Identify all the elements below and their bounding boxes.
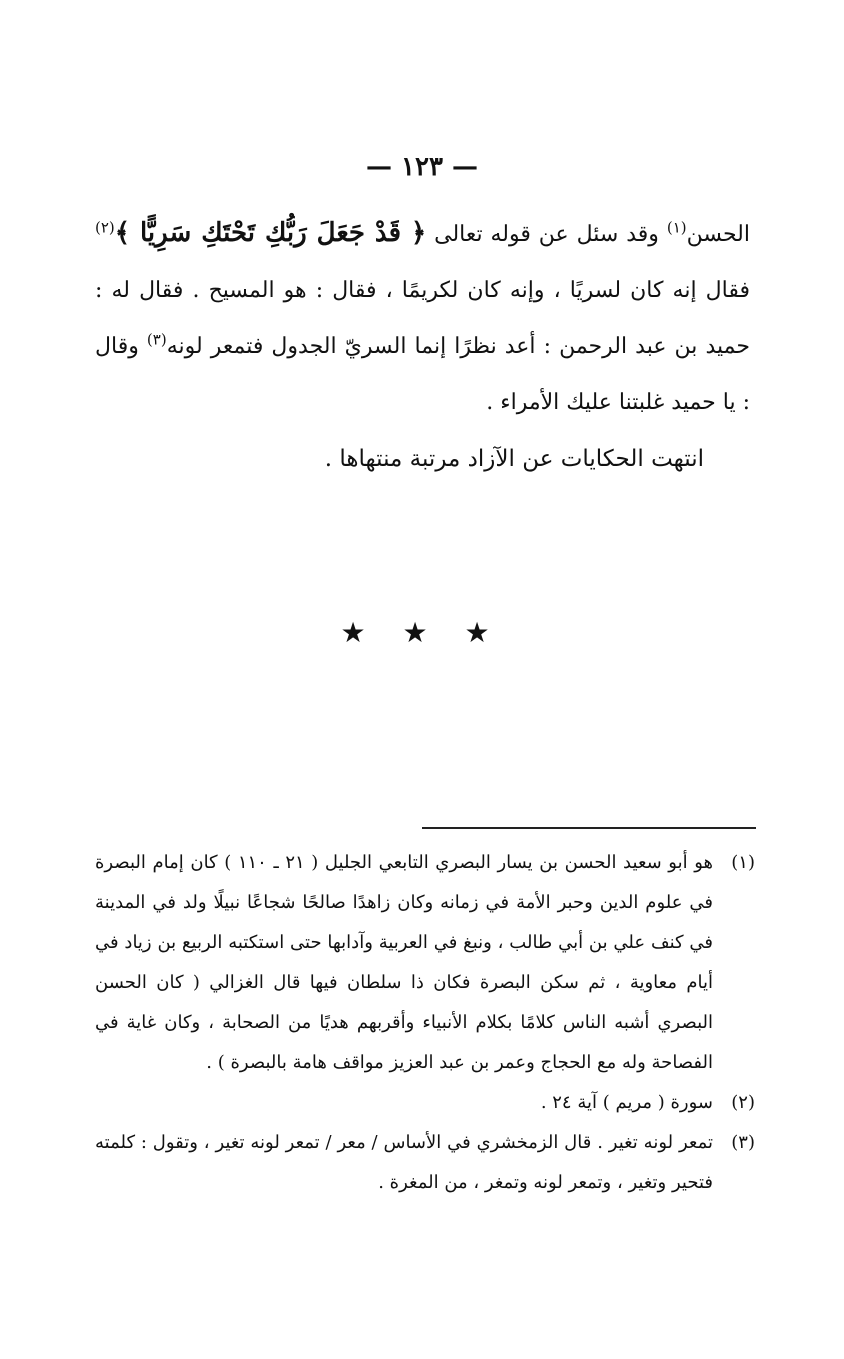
section-separator-stars: ★ ★ ★ [340,616,504,649]
footnote-number: (٢) [731,1092,755,1113]
footnote-text: هو أبو سعيد الحسن بن يسار البصري التابعي الجليل ( ٢١ ـ ١١٠ ) كان إمام البصرة في علوم الدين وحبر الأمة في زمانه وكان زاهدًا صالحًا شجاعًا نبيلًا ولد في المدينة في كنف علي بن أبي طالب ، ونبغ في العربية وآدابها حتى استكتبه الربيع بن زياد في أيام معاوية ، ثم سكن البصرة فكان ذا سلطان فيها قال الغزالي ( كان الحسن البصري أشبه الناس كلامًا بكلام الأنبياء وأقربهم هديًا من الصحابة ، وكان غاية في الفصاحة وله مع الحجاج وعمر بن عبد العزيز مواقف هامة بالبصرة ) . [95,852,713,1073]
paragraph-start: الحسن [686,222,750,247]
main-paragraph [95,205,750,431]
footnote-ref-2: (٢) [95,218,115,237]
footnote-number: (٣) [731,1132,755,1153]
footnote-2 [95,1083,755,1123]
paragraph-rest: فقال إنه كان لسريًا ، وإنه كان لكريمًا ، فقال : هو المسيح . فقال له : حميد بن عبد الرحمن : أعد نظرًا إنما السريّ الجدول فتمعر لونه [95,278,750,359]
footnote-1 [95,843,755,1083]
quran-verse: ﴿ قَدْ جَعَلَ رَبُّكِ تَحْتَكِ سَرِيًّا ﴾ [114,218,427,248]
closing-line: انتهت الحكايات عن الآزاد مرتبة منتهاها . [324,446,704,472]
footnote-text: سورة ( مريم ) آية ٢٤ . [540,1092,713,1113]
footnote-divider [422,827,756,829]
footnote-ref-1: (١) [666,218,687,237]
paragraph-end: وقال : يا حميد غلبتنا عليك الأمراء . [95,334,750,415]
page-number: — ١٢٣ — [365,152,479,182]
footnotes-section [95,843,755,1203]
paragraph-middle: وقد سئل عن قوله تعالى [426,222,667,247]
footnote-3 [95,1123,755,1203]
footnote-text: تمعر لونه تغير . قال الزمخشري في الأساس / معر / تمعر لونه تغير ، وتقول : كلمته فتحير وتغير ، وتمعر لونه وتمغر ، من المغرة . [95,1132,713,1193]
footnote-ref-3: (٣) [146,330,167,349]
footnote-number: (١) [731,852,755,873]
main-text [95,205,750,431]
